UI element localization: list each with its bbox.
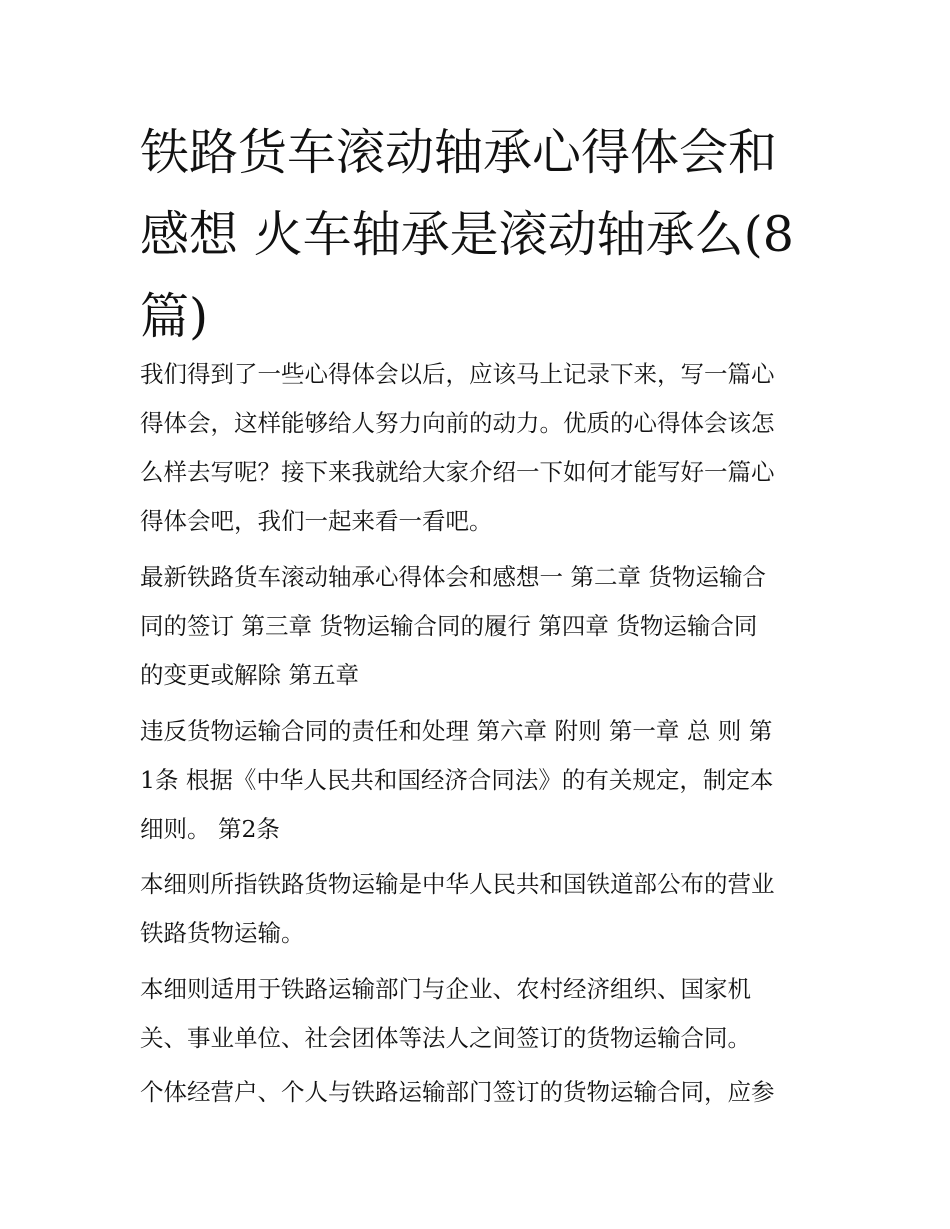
- body-line-14: 关、事业单位、社会团体等法人之间签订的货物运输合同。: [140, 1024, 751, 1052]
- body-line-10: 细则。 第2条: [140, 815, 280, 843]
- body-line-4: 得体会吧，我们一起来看一看吧。: [140, 507, 493, 535]
- body-line-12: 铁路货物运输。: [140, 919, 305, 947]
- title-line-1: 铁路货车滚动轴承心得体会和: [140, 124, 778, 181]
- body-line-7: 的变更或解除 第五章: [140, 661, 359, 689]
- body-line-13: 本细则适用于铁路运输部门与企业、农村经济组织、国家机: [140, 975, 751, 1003]
- body-line-8: 违反货物运输合同的责任和处理 第六章 附则 第一章 总 则 第: [140, 717, 773, 745]
- document-title: [140, 112, 840, 358]
- title-line-2: 感想 火车轴承是滚动轴承么(8: [140, 206, 794, 263]
- body-line-6: 同的签订 第三章 货物运输合同的履行 第四章 货物运输合同: [140, 612, 758, 640]
- title-line-3: 篇): [140, 288, 209, 345]
- body-line-2: 得体会，这样能够给人努力向前的动力。优质的心得体会该怎: [140, 409, 775, 437]
- body-line-11: 本细则所指铁路货物运输是中华人民共和国铁道部公布的营业: [140, 870, 775, 898]
- body-line-3: 么样去写呢？接下来我就给大家介绍一下如何才能写好一篇心: [140, 458, 775, 486]
- body-line-9: 1条 根据《中华人民共和国经济合同法》的有关规定，制定本: [140, 766, 774, 794]
- body-line-5: 最新铁路货车滚动轴承心得体会和感想一 第二章 货物运输合: [140, 563, 766, 591]
- body-line-1: 我们得到了一些心得体会以后，应该马上记录下来，写一篇心: [140, 360, 775, 388]
- body-line-15: 个体经营户、个人与铁路运输部门签订的货物运输合同，应参: [140, 1078, 775, 1106]
